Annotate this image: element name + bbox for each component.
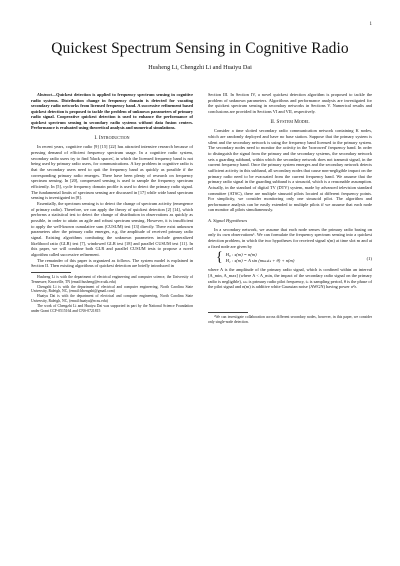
intro-paragraph: Essentially, the spectrum sensing is to detect the change of spectrum activity (emergence of primary radio). Therefore, we can apply the theory of quickest detection [2] [14], which performs a statistical test to detect the change of distribution in observations as quickly as possible, in order to attain an agile and robust spectrum sensing. However, it is insufficient to apply the well-known cumulative sum (CUSUM) test [13] directly. There exist unknown parameters after the primary radio emerges, e.g. the amplitude of received primary radio signal. Existing algorithms combating the unknown parameters include generalized likelihood ratio (GLR) test [7], windowed GLR test [18] and parallel CUSUM test [11]. In this paper, we will combine both GLR and parallel CUSUM tests to propose a novel algorithm called successive refinement. [31,201,193,257]
model-paragraph: Consider a time slotted secondary radio communication network containing K nodes, which are randomly deployed and have no base station. Suppose that the primary system is silent and the secondary network is using the frequency band licensed to the primary system. The secondary nodes need to monitor the activity in the 'borrowed' frequency band. In order to distinguish the signal from the primary and the secondary systems, the secondary network sets a guarding subband, within which the secondary network does not transmit signal, in the current frequency band. Once the primary system emerges and the secondary network detects sufficient activity in this subband, all secondary nodes that cause non-negligible impact on the primary radio need to be evacuated from the current frequency band. We assume that the primary radio signal in the guarding subband is a sinusoid, which is a reasonable assumption. Actually, in the standard of digital TV (DTV) system, made by advanced television standard committee (ATSC), there are multiple sinusoid pilots located at different frequency points. For simplicity, we consider monitoring only one sinusoid pilot. The algorithm and performance analysis can be easily extended to multiple pilots if we assume that each node can monitor all pilots simultaneously. [208,128,372,213]
intro-continuation: Section III. In Section IV, a novel quickest detection algorithm is proposed to tackle the problem of unknown parameters. Algorithms and performance analysis are investigated for the quickest spectrum sensing in secondary networks in Sections V. Numerical results and conclusions are provided in Sections VI and VII, respectively. [208,92,372,114]
subsection-heading-signal-hypotheses: A. Signal Hypotheses [208,218,248,224]
hypothesis-paragraph: In a secondary network, we assume that each node senses the primary radio basing on only its own observations¹. We can formulate the frequency spectrum sensing into a quickest detection problem, in which the two hypotheses for received signal s(m) at time slot m and at a fixed node are given by [208,226,372,249]
paper-authors: Husheng Li, Chengzhi Li and Huaiyu Dai [148,64,252,71]
paper-title: Quickest Spectrum Sensing in Cognitive Radio [51,40,349,57]
footnote: Chengzhi Li is with the department of electrical and computer engineering, North Carolina State University, Raleigh, NC, (email:lchengzhi@gmail.com) [31,284,193,294]
section-heading-system-model: II. System Model [270,118,310,125]
right-column [208,92,372,325]
equation-number: (1) [366,255,372,261]
intro-paragraph: In recent years, cognitive radio [9] [15] [22] has attracted intensive research because of pressing demand of efficient frequency spectrum usage. In a cognitive radio system, secondary radio users try to find 'black spaces', in which the licensed frequency band is not being used by primary radio users, for communications. A key problem in cognitive radio is that the secondary users need to quit the frequency band as quickly as possible if the corresponding primary radio emerges. There have been plenty of research on frequency spectrum sensing. In [20], compressed sensing is used to sample the frequency spectrum efficiently. In [5], cycle frequency domain profile is used to detect the primary radio signal. The fundamental limits of spectrum sensing are discussed in [17] while wide band spectrum sensing is investigated in [8]. [31,144,193,201]
equation-1 [208,252,372,264]
footnote-rule [31,272,71,273]
section-heading-introduction: I. Introduction [94,134,130,141]
equation-h1: H₁ : s(m) = A sin (mωₛtₛ + θ) + n(m) [225,258,295,264]
footnote: Husheng Li is with the department of electrical engineering and computer science, the University of Tennessee, Knoxville, TN (email:husheng@ece.utk.edu) [31,274,193,284]
equation-lines [226,252,295,264]
left-column [31,92,193,313]
intro-paragraph: The remainder of this paper is organized as follows. The system model is explained in Section II. Then existing algorithms of quickest detection are briefly introduced in [31,257,193,269]
page-number: 1 [369,22,372,27]
footnote-rule [208,312,248,313]
footnote: The work of Chengzhi Li and Huaiyu Dai was supported in part by the National Science Foundation under Grant CCF-0515164 and CNS-0721815 [31,303,193,313]
footnote: ¹We can investigate collaboration across different secondary nodes, however, in this paper, we consider only single-node detection. [208,315,372,324]
equation-brace: { [216,250,223,266]
abstract [31,92,193,131]
abstract-text: —Quickest detection is applied to frequency spectrum sensing in cognitive radio systems. Distribution change in frequency domain is detected for vacating secondary radio networks from licensed frequency band. A successive refinement based quickest detection is proposed to tackle the problem of unknown parameters of primary radio signal. Cooperative quickest detection is used to enhance the performance of quickest spectrum sensing in secondary radio systems without data fusion centers. Performance is evaluated using theoretical analysis and numerical simulations. [31,92,193,131]
equation-h0: H₀ : s(m) = n(m) [225,252,257,258]
post-equation-paragraph: where A is the amplitude of the primary radio signal, which is confined within an interval [A_min, A_max] (where A < A_min, the impact of the secondary radio signal on the primary radio is negligible), ωₛ is primary radio pilot frequency, tₛ is sampling period, θ is the phase of the pilot signal and n(m) is additive white Gaussian noise (AWGN) having power σ²ₙ. [208,267,372,290]
footnote: Huaiyu Dai is with the department of electrical and computer engineering, North Carolina State University, Raleigh, NC, (email:huaiyu@ncsu.edu) [31,294,193,303]
abstract-lead: Abstract [37,92,52,97]
